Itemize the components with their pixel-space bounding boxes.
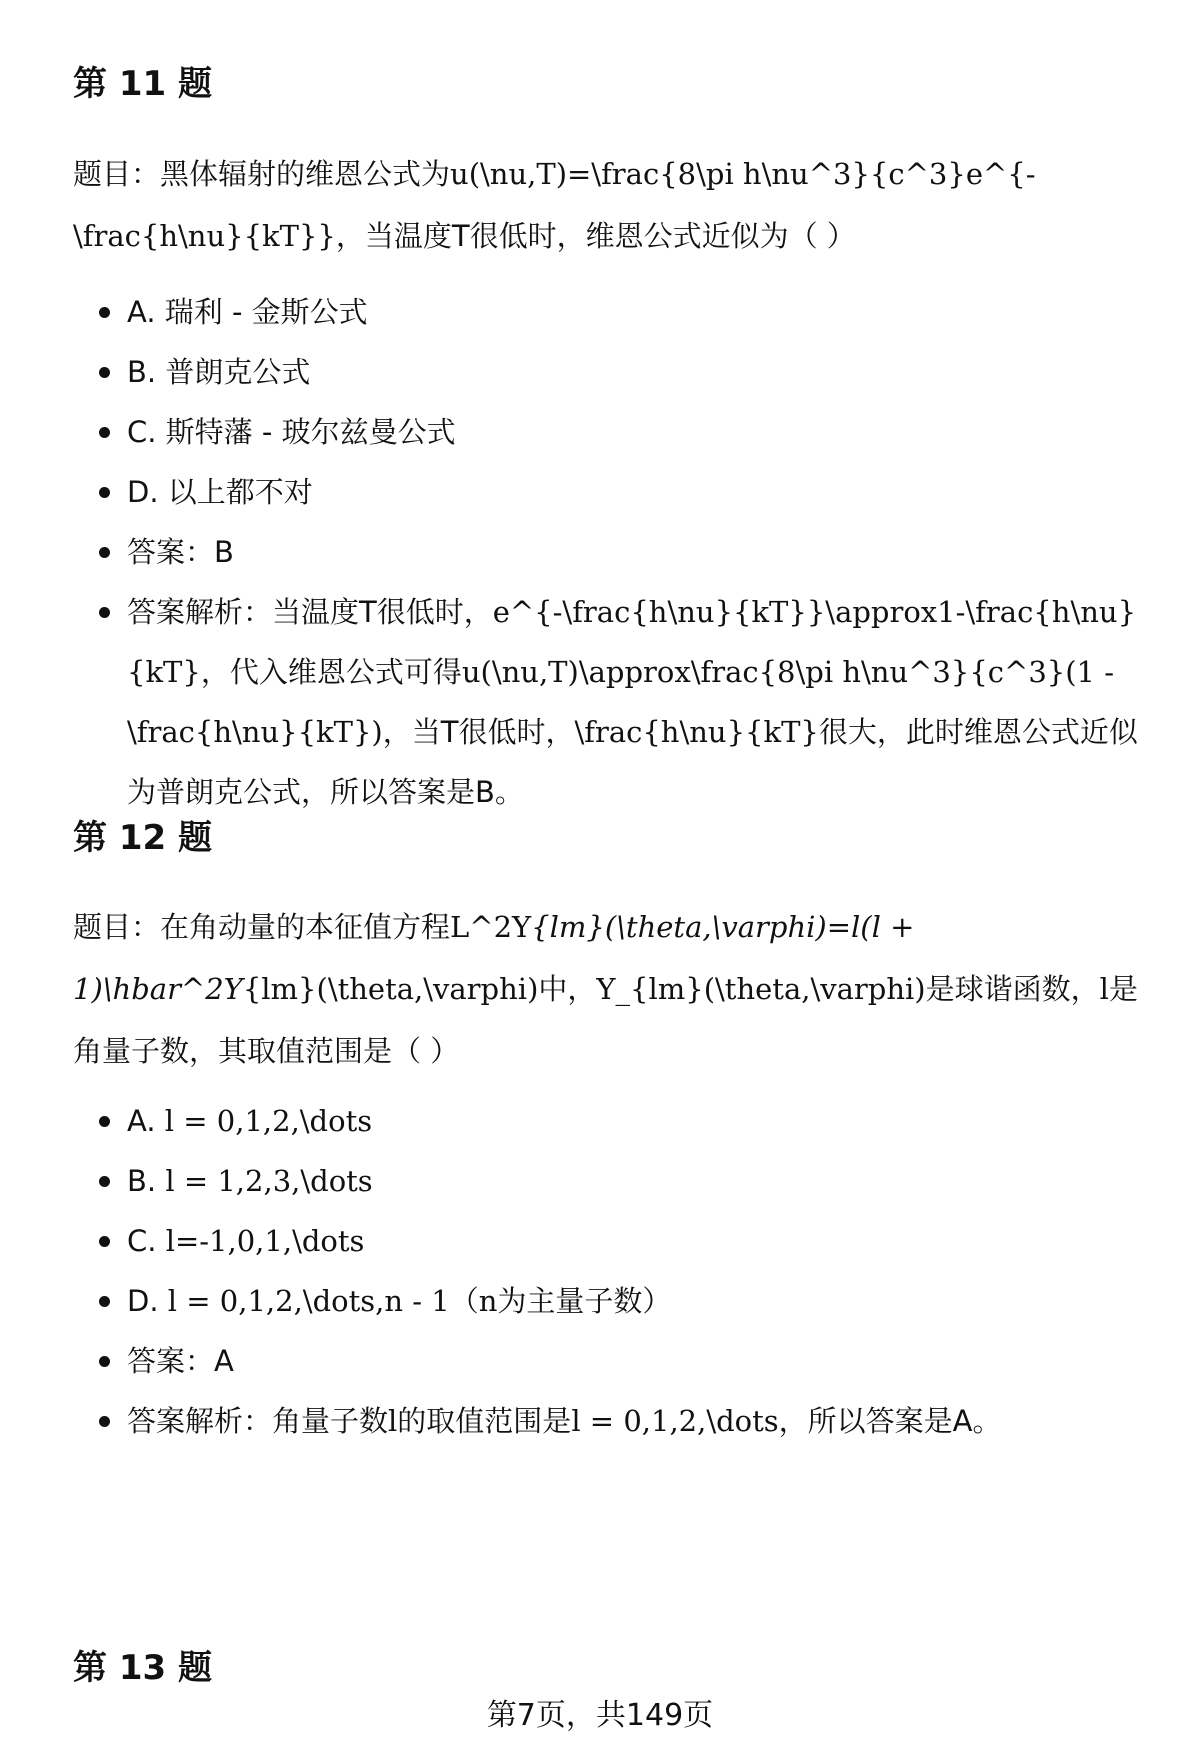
question-12-option-c-label: C. — [127, 1224, 166, 1258]
question-12-answer: 答案：A — [73, 1331, 1153, 1391]
question-11-analysis-formula-2: u(\nu,T)\approx\frac{8\pi h\nu^3}{c^3}(1 - \frac{h\nu}{kT}) — [127, 655, 1115, 749]
question-11-option-a: A. 瑞利 - 金斯公式 — [73, 282, 1153, 342]
question-11-option-b: B. 普朗克公式 — [73, 342, 1153, 402]
question-11-analysis-mid-2: ，当T很低时， — [382, 715, 575, 749]
question-12-heading: 第 12 题 — [73, 818, 212, 858]
question-11-option-c: C. 斯特藩 - 玻尔兹曼公式 — [73, 402, 1153, 462]
question-11-stem — [73, 143, 1148, 267]
question-12-stem-suffix-1: 是球谐函数， — [925, 972, 1100, 1006]
question-12-analysis-suffix: ，所以答案是A。 — [778, 1404, 1002, 1438]
question-12-analysis-formula-1: l — [388, 1404, 398, 1438]
question-12-option-d-suffix-2: 为主量子数） — [497, 1284, 672, 1318]
question-12-formula-ylm: Y_{lm}(\theta,\varphi) — [596, 972, 926, 1006]
question-11-analysis-prefix: 答案解析：当温度T很低时， — [127, 595, 493, 629]
question-12-option-a-label: A. — [127, 1104, 165, 1138]
question-11-stem-prefix: 题目：黑体辐射的维恩公式为 — [73, 157, 451, 191]
question-12-formula-part-c: {lm}(\theta,\varphi) — [242, 972, 539, 1006]
question-12-analysis-formula-2: l = 0,1,2,\dots — [571, 1404, 779, 1438]
question-12-formula-part-a: L^2Y — [450, 910, 532, 944]
question-11-analysis-suffix: 很大，此时维恩公式近似为普朗克公式，所以答案是B。 — [127, 715, 1138, 809]
question-11-analysis-formula-1: e^{-\frac{h\nu}{kT}}\approx1-\frac{h\nu}{kT} — [127, 595, 1137, 689]
question-12-stem — [73, 896, 1148, 1082]
question-12-stem-mid: 中， — [538, 972, 597, 1006]
question-12-option-d-formula-n: n — [478, 1284, 498, 1318]
question-12-option-d-formula: l = 0,1,2,\dots,n - 1 — [167, 1284, 450, 1318]
question-12-formula-part-b: {lm}(\theta,\varphi)=l(l + 1)\hbar^2Y — [73, 910, 915, 1006]
question-12-option-d-suffix-1: （ — [449, 1284, 479, 1318]
question-12-option-c — [73, 1211, 1153, 1271]
question-11-answer: 答案：B — [73, 522, 1153, 582]
question-12-option-d — [73, 1271, 1153, 1331]
question-12-option-a — [73, 1091, 1153, 1151]
page-footer: 第7页，共149页 — [486, 1698, 714, 1733]
question-12-options — [73, 1091, 1153, 1451]
question-12-option-d-label: D. — [127, 1284, 168, 1318]
question-12-option-b — [73, 1151, 1153, 1211]
question-11-analysis-mid-1: ，代入维恩公式可得 — [200, 655, 462, 689]
question-11-options — [73, 282, 1153, 822]
question-11-formula: u(\nu,T)=\frac{8\pi h\nu^3}{c^3}e^{-\frac{h\nu}{kT}} — [73, 157, 1036, 253]
question-11-option-d: D. 以上都不对 — [73, 462, 1153, 522]
question-11-analysis-formula-3: \frac{h\nu}{kT} — [574, 715, 819, 749]
question-12-option-c-formula: l=-1,0,1,\dots — [165, 1224, 365, 1258]
question-13-heading: 第 13 题 — [73, 1648, 212, 1688]
question-11-analysis — [73, 582, 1157, 822]
question-12-option-a-formula: l = 0,1,2,\dots — [164, 1104, 373, 1138]
question-11-stem-suffix: ，当温度T很低时，维恩公式近似为（ ） — [335, 219, 856, 253]
question-12-stem-suffix-2: 是角量子数，其取值范围是（ ） — [73, 972, 1138, 1068]
question-12-stem-prefix: 题目：在角动量的本征值方程 — [73, 910, 451, 944]
question-12-option-b-label: B. — [127, 1164, 166, 1198]
question-11-heading: 第 11 题 — [73, 64, 212, 104]
question-12-formula-l: l — [1099, 972, 1109, 1006]
question-12-option-b-formula: l = 1,2,3,\dots — [165, 1164, 373, 1198]
question-12-analysis — [73, 1391, 1153, 1451]
question-12-analysis-prefix: 答案解析：角量子数 — [127, 1404, 389, 1438]
question-12-analysis-mid: 的取值范围是 — [397, 1404, 572, 1438]
